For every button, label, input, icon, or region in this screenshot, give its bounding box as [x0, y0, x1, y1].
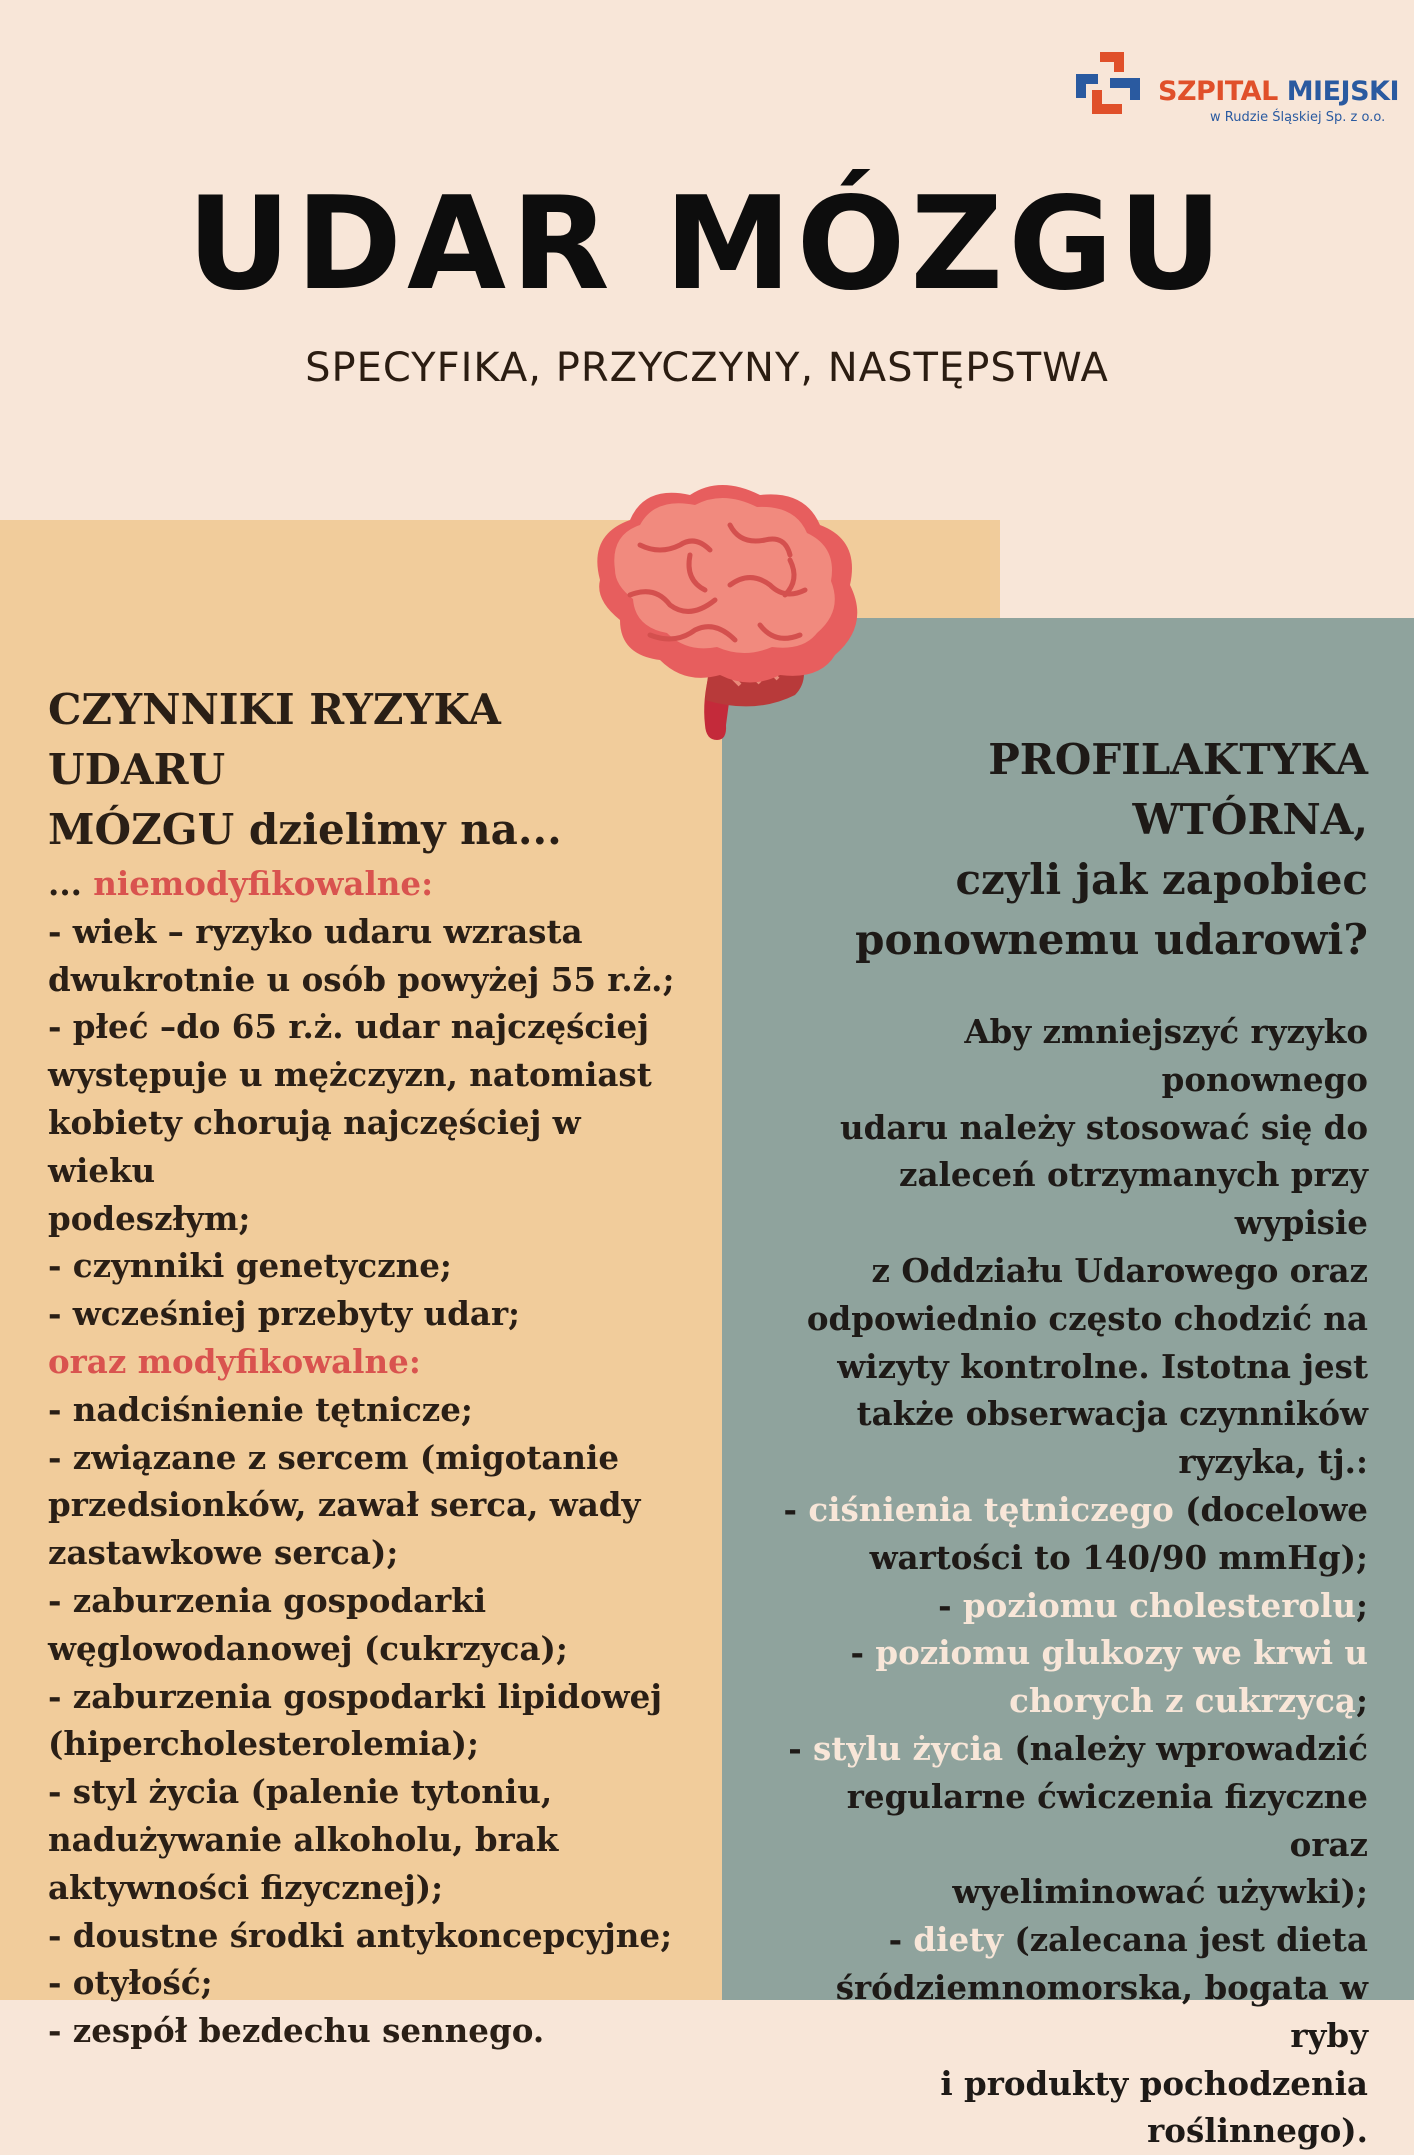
highlight-term: ciśnienia tętniczego — [808, 1489, 1174, 1529]
nonmod-prefix: ... — [48, 864, 94, 903]
highlight-term: stylu życia — [813, 1728, 1004, 1768]
highlight-term: poziomu cholesterolu — [962, 1585, 1356, 1625]
semicolon: ; — [1356, 1585, 1368, 1625]
list-item: - czynniki genetyczne; — [48, 1246, 452, 1286]
list-item: - otyłość; — [48, 1963, 213, 2003]
prevention-heading-line: czyli jak zapobiec — [955, 855, 1368, 904]
list-item: (hipercholesterolemia); — [48, 1724, 479, 1764]
risk-factors-text — [48, 680, 688, 2055]
hospital-logo — [1070, 44, 1400, 134]
list-item-cont: roślinnego). — [1147, 2111, 1368, 2151]
list-item: występuje u mężczyzn, natomiast — [48, 1055, 652, 1095]
intro-line: zaleceń otrzymanych przy wypisie — [899, 1155, 1368, 1243]
intro-line: ryzyka, tj.: — [1178, 1442, 1368, 1482]
list-item: nadużywanie alkoholu, brak — [48, 1819, 559, 1859]
intro-line: z Oddziału Udarowego oraz — [871, 1250, 1368, 1290]
list-item-cont: wartości to 140/90 mmHg); — [869, 1537, 1368, 1577]
list-item: - zaburzenia gospodarki lipidowej — [48, 1676, 663, 1716]
dash: - — [938, 1585, 963, 1625]
item-text: (zalecana jest dieta — [1003, 1920, 1368, 1960]
logo-name-part1: SZPITAL — [1158, 76, 1278, 107]
list-item: - styl życia (palenie tytoniu, — [48, 1772, 553, 1812]
list-item: - zespół bezdechu sennego. — [48, 2011, 545, 2051]
item-text: (należy wprowadzić — [1003, 1728, 1368, 1768]
highlight-term: chorych z cukrzycą — [1009, 1681, 1356, 1721]
list-item — [770, 1582, 1368, 1630]
prevention-heading — [770, 730, 1368, 970]
list-item: dwukrotnie u osób powyżej 55 r.ż.; — [48, 959, 675, 999]
nonmodifiable-label-row — [48, 860, 688, 908]
page-subtitle: SPECYFIKA, PRZYCZYNY, NASTĘPSTWA — [305, 345, 1109, 391]
list-item — [770, 1725, 1368, 1773]
intro-line: wizyty kontrolne. Istotna jest — [837, 1346, 1368, 1386]
list-item: aktywności fizycznej); — [48, 1867, 444, 1907]
list-item: - wcześniej przebyty udar; — [48, 1294, 521, 1334]
intro-line: także obserwacja czynników — [856, 1394, 1368, 1434]
highlight-term: diety — [913, 1920, 1004, 1960]
risk-heading-line: MÓZGU dzielimy na... — [48, 805, 562, 854]
intro-line: odpowiednio często chodzić na — [806, 1298, 1368, 1338]
list-item: przedsionków, zawał serca, wady — [48, 1485, 641, 1525]
logo-name — [1158, 76, 1399, 107]
highlight-term: poziomu glukozy we krwi u — [875, 1633, 1368, 1673]
item-text: (docelowe — [1173, 1489, 1368, 1529]
prevention-heading-line: PROFILAKTYKA WTÓRNA, — [988, 735, 1368, 844]
nonmodifiable-label: niemodyfikowalne: — [93, 864, 434, 903]
prevention-text — [770, 730, 1368, 2155]
list-item-cont: wyeliminować używki); — [952, 1872, 1368, 1912]
logo-name-part2: MIEJSKI — [1286, 76, 1400, 107]
list-item-cont: i produkty pochodzenia — [940, 2063, 1368, 2103]
list-item: - płeć –do 65 r.ż. udar najczęściej — [48, 1007, 649, 1047]
list-item-cont — [770, 1677, 1368, 1725]
prevention-heading-line: ponownemu udarowi? — [855, 915, 1368, 964]
list-item — [770, 1486, 1368, 1534]
logo-subline: w Rudzie Śląskiej Sp. z o.o. — [1210, 110, 1386, 125]
dash: - — [850, 1633, 876, 1673]
list-item-cont: regularne ćwiczenia fizyczne oraz — [846, 1776, 1368, 1864]
list-item: - nadciśnienie tętnicze; — [48, 1389, 473, 1429]
dash: - — [788, 1728, 814, 1768]
intro-line: udaru należy stosować się do — [840, 1107, 1368, 1147]
list-item — [770, 1916, 1368, 1964]
risk-factors-heading — [48, 680, 688, 860]
semicolon: ; — [1356, 1681, 1368, 1721]
list-item: - wiek – ryzyko udaru wzrasta — [48, 911, 583, 951]
list-item: zastawkowe serca); — [48, 1533, 399, 1573]
list-item: kobiety chorują najczęściej w wieku — [48, 1102, 581, 1190]
risk-heading-line: CZYNNIKI RYZYKA UDARU — [48, 685, 501, 794]
list-item — [770, 1629, 1368, 1677]
hospital-logo-icon — [1070, 44, 1150, 124]
list-item: podeszłym; — [48, 1198, 251, 1238]
dash: - — [888, 1920, 914, 1960]
list-item-cont: śródziemnomorska, bogata w ryby — [835, 1967, 1368, 2055]
dash: - — [783, 1489, 809, 1529]
page-title: UDAR MÓZGU — [186, 170, 1228, 319]
list-item: - doustne środki antykoncepcyjne; — [48, 1915, 673, 1955]
modifiable-label: oraz modyfikowalne: — [48, 1341, 421, 1381]
list-item: węglowodanowej (cukrzyca); — [48, 1628, 568, 1668]
intro-line: Aby zmniejszyć ryzyko ponownego — [964, 1012, 1368, 1099]
list-item: - związane z sercem (migotanie — [48, 1437, 620, 1477]
list-item: - zaburzenia gospodarki — [48, 1580, 487, 1620]
